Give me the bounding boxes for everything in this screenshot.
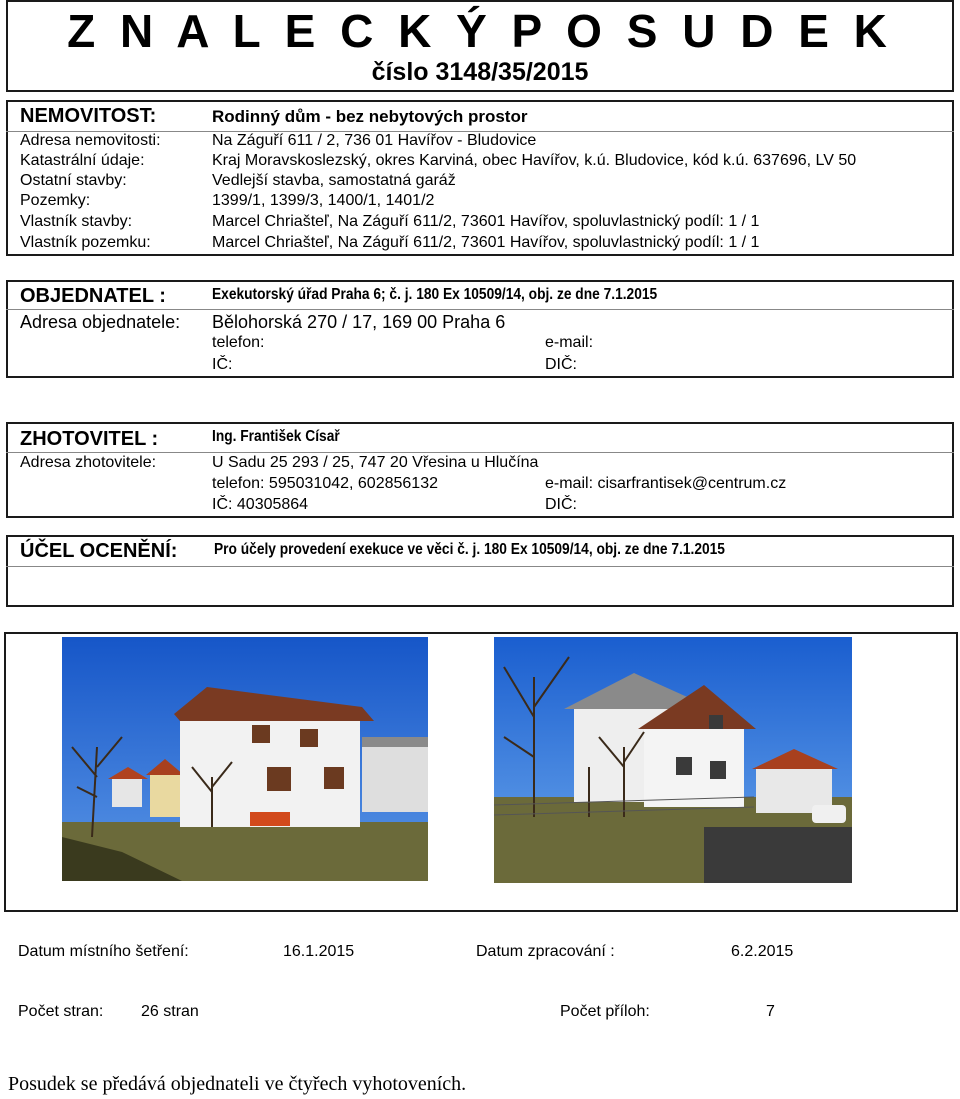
- footer-note: Posudek se předává objednateli ve čtyřech vyhotoveních.: [8, 1073, 467, 1095]
- property-value-land: 1399/1, 1399/3, 1400/1, 1401/2: [212, 192, 435, 209]
- attachment-count-value: 7: [766, 1003, 775, 1020]
- client-heading: OBJEDNATEL :: [20, 285, 166, 307]
- client-dic-label: DIČ:: [545, 356, 577, 373]
- document-title: Z N A L E C K Ý P O S U D E K: [67, 5, 893, 57]
- property-value-address: Na Záguří 611 / 2, 736 01 Havířov - Bludovice: [212, 132, 537, 149]
- property-label-land: Pozemky:: [20, 192, 91, 209]
- contractor-phone: telefon: 595031042, 602856132: [212, 475, 438, 492]
- contractor-name: Ing. František Císař: [212, 428, 340, 445]
- property-type: Rodinný dům - bez nebytových prostor: [212, 107, 528, 126]
- property-label-other: Ostatní stavby:: [20, 172, 127, 189]
- client-address-label: Adresa objednatele:: [20, 312, 181, 332]
- contractor-dic: DIČ:: [545, 496, 577, 513]
- property-label-land-owner: Vlastník pozemku:: [20, 234, 151, 251]
- property-label-building-owner: Vlastník stavby:: [20, 213, 133, 230]
- page-count-value: 26 stran: [141, 1003, 199, 1020]
- property-heading: NEMOVITOST:: [20, 105, 157, 127]
- processing-date-value: 6.2.2015: [731, 943, 794, 960]
- page-count-label: Počet stran:: [18, 1003, 104, 1020]
- document-number: číslo 3148/35/2015: [371, 58, 589, 86]
- client-email-label: e-mail:: [545, 334, 594, 351]
- client-ic-label: IČ:: [212, 356, 233, 373]
- attachment-count-label: Počet příloh:: [560, 1003, 650, 1020]
- property-value-cadastre: Kraj Moravskoslezský, okres Karviná, obec Havířov, k.ú. Bludovice, kód k.ú. 637696, LV 50: [212, 152, 857, 169]
- client-line: [6, 309, 954, 310]
- purpose-value: Pro účely provedení exekuce ve věci č. j. 180 Ex 10509/14, obj. ze dne 7.1.2015: [214, 541, 725, 558]
- contractor-email: e-mail: cisarfrantisek@centrum.cz: [545, 475, 787, 492]
- contractor-ic: IČ: 40305864: [212, 496, 309, 513]
- purpose-heading: ÚČEL OCENĚNÍ:: [20, 540, 178, 562]
- inspection-date-value: 16.1.2015: [283, 943, 355, 960]
- contractor-address-value: U Sadu 25 293 / 25, 747 20 Vřesina u Hlučína: [212, 454, 539, 471]
- property-value-building-owner: Marcel Chriašteľ, Na Záguří 611/2, 73601 Havířov, spoluvlastnický podíl: 1 / 1: [212, 213, 760, 230]
- client-name: Exekutorský úřad Praha 6; č. j. 180 Ex 10509/14, obj. ze dne 7.1.2015: [212, 286, 658, 303]
- contractor-address-label: Adresa zhotovitele:: [20, 454, 157, 471]
- processing-date-label: Datum zpracování :: [476, 943, 615, 960]
- property-value-other: Vedlejší stavba, samostatná garáž: [212, 172, 456, 189]
- property-label-cadastre: Katastrální údaje:: [20, 152, 145, 169]
- purpose-line: [6, 566, 954, 567]
- contractor-heading: ZHOTOVITEL :: [20, 428, 159, 450]
- property-label-address: Adresa nemovitosti:: [20, 132, 161, 149]
- inspection-date-label: Datum místního šetření:: [18, 943, 189, 960]
- client-phone-label: telefon:: [212, 334, 265, 351]
- client-address-value: Bělohorská 270 / 17, 169 00 Praha 6: [212, 312, 506, 332]
- house-photo-front: [62, 637, 428, 881]
- property-value-land-owner: Marcel Chriašteľ, Na Záguří 611/2, 73601 Havířov, spoluvlastnický podíl: 1 / 1: [212, 234, 760, 251]
- contractor-line: [6, 452, 954, 453]
- house-photo-garden: [494, 637, 852, 883]
